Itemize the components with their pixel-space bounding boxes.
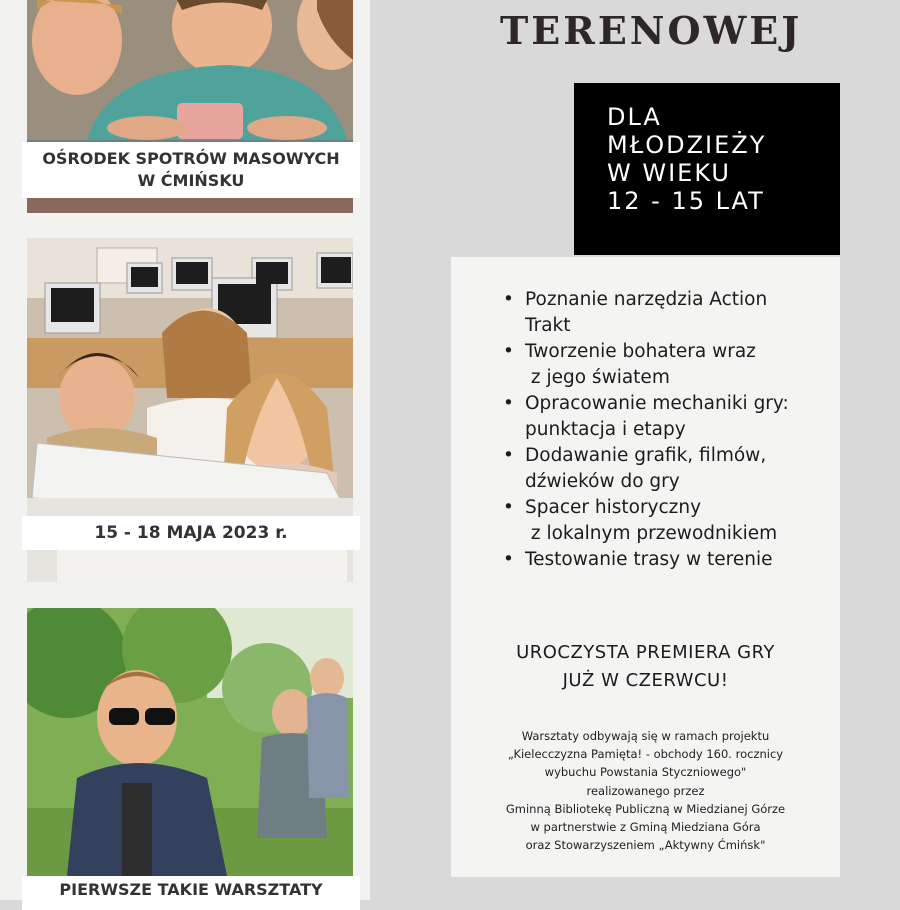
workshop-caption: PIERWSZE TAKIE WARSZTATY [22,876,360,910]
list-item: • Testowanie trasy w terenie [525,547,789,573]
list-item-continuation: punktacja i etapy [525,419,686,440]
project-info [451,727,840,854]
list-item: • Spacer historyczny [525,495,789,521]
age-line-1: DLA [607,103,662,131]
project-info-line: Gminną Bibliotekę Publiczną w Miedzianej Górze [505,801,786,816]
project-info-line: wybuchu Powstania Styczniowego" [544,765,747,780]
venue-caption-line2: W ĆMIŃSKU [137,171,245,190]
venue-caption [22,142,360,198]
age-box [574,83,840,255]
list-item-continuation: z jego światem [525,367,670,388]
list-item-continuation: z lokalnym przewodnikiem [525,523,778,544]
list-item: • Dodawanie grafik, filmów, [525,443,789,469]
premiere-announcement [451,639,840,695]
age-line-2: MŁODZIEŻY [607,131,767,159]
info-panel [451,257,840,877]
activities-list [525,287,789,573]
age-line-4: 12 - 15 LAT [607,187,765,215]
list-item: • Opracowanie mechaniki gry: [525,391,789,417]
list-item: • Tworzenie bohatera wraz [525,339,789,365]
page-title: TERENOWEJ [500,8,803,53]
premiere-line-2: JUŻ W CZERWCU! [562,670,729,691]
project-info-line: oraz Stowarzyszeniem „Aktywny Ćmińsk" [525,838,766,853]
project-info-line: Warsztaty odbywają się w ramach projektu [521,729,770,743]
list-item: • Poznanie narzędzia Action [525,287,789,313]
list-item-continuation: dźwieków do gry [525,471,680,492]
project-info-line: „Kielecczyzna Pamięta! - obchody 160. rocznicy [507,747,784,762]
venue-caption-line1: OŚRODEK SPOTRÓW MASOWYCH [42,149,340,168]
project-info-line: realizowanego przez [586,783,705,798]
dates-caption: 15 - 18 MAJA 2023 r. [22,516,360,550]
list-item-continuation: Trakt [525,315,571,336]
age-line-3: W WIEKU [607,159,731,187]
left-column [0,0,370,900]
premiere-line-1: UROCZYSTA PREMIERA GRY [516,642,775,663]
photo-kids-outdoors [27,608,353,876]
project-info-line: w partnerstwie z Gminą Miedziana Góra [530,820,761,835]
